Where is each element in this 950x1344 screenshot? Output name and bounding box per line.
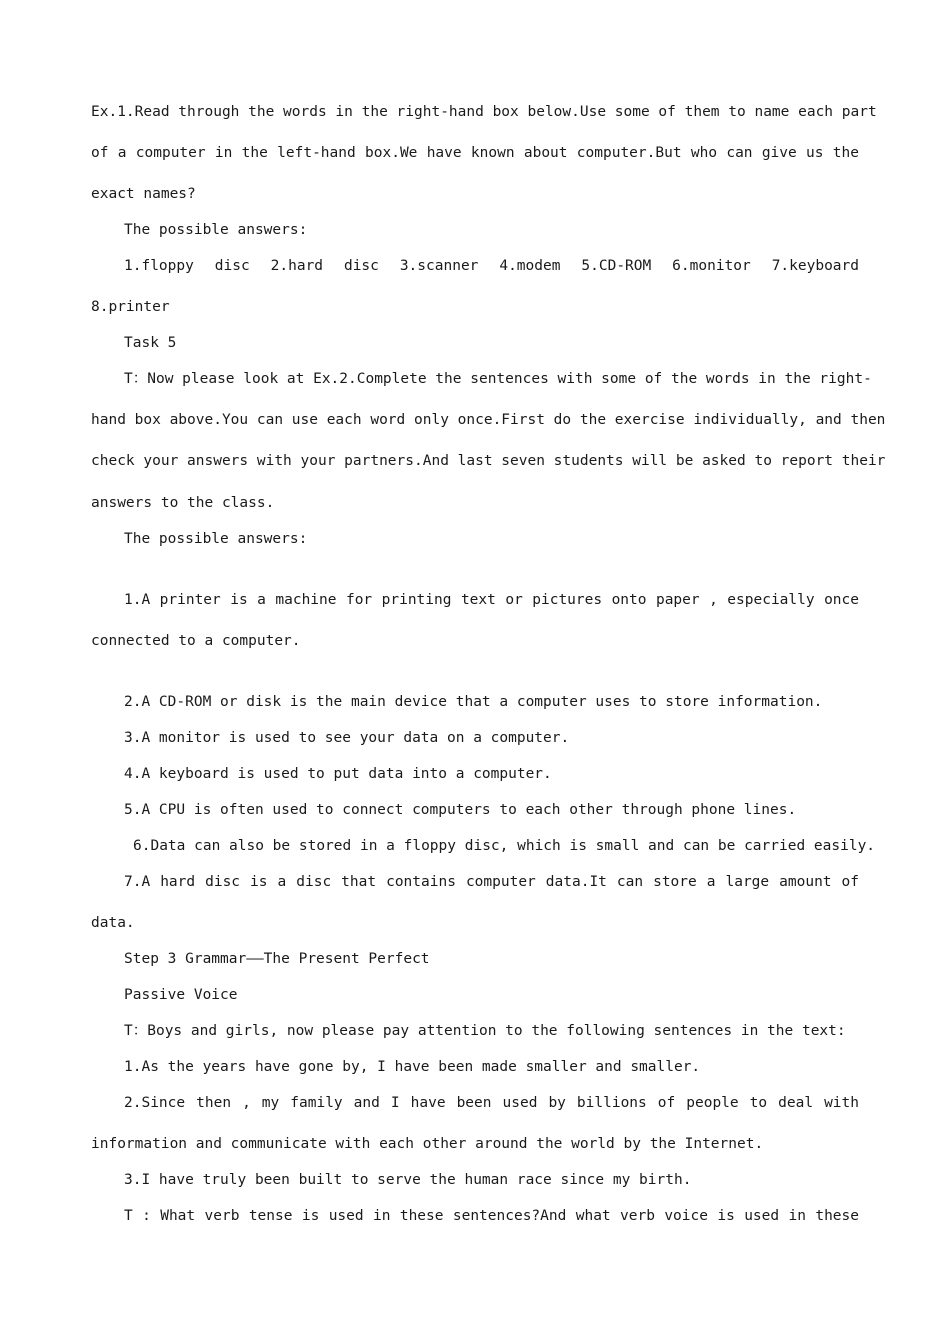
text-line: exact names? bbox=[91, 186, 196, 202]
text-line: 6.Data can also be stored in a floppy disc, which is small and can be carried easily. bbox=[133, 838, 876, 854]
text-line: Ex.1.Read through the words in the right-hand box below.Use some of them to name each part bbox=[91, 104, 877, 120]
text-line: 2.Since then , my family and I have been used by billions of people to deal with bbox=[124, 1095, 859, 1111]
text-line: T : What verb tense is used in these sentences?And what verb voice is used in these bbox=[124, 1208, 859, 1224]
text-line: check your answers with your partners.And last seven students will be asked to report their bbox=[91, 453, 886, 469]
text-line: answers to the class. bbox=[91, 495, 275, 511]
text-line: 1.As the years have gone by, I have been made smaller and smaller. bbox=[124, 1059, 701, 1075]
text-line: hand box above.You can use each word only once.First do the exercise individually, and then bbox=[91, 412, 886, 428]
text-line: 3.A monitor is used to see your data on a computer. bbox=[124, 730, 570, 746]
text-line: The possible answers: bbox=[124, 222, 308, 238]
text-line: data. bbox=[91, 915, 135, 931]
text-line: T：Now please look at Ex.2.Complete the sentences with some of the words in the right- bbox=[124, 371, 872, 387]
text-line: 2.A CD-ROM or disk is the main device that a computer uses to store information. bbox=[124, 694, 823, 710]
text-line: 7.A hard disc is a disc that contains computer data.It can store a large amount of bbox=[124, 874, 859, 890]
text-line: 1.floppy disc 2.hard disc 3.scanner 4.modem 5.CD-ROM 6.monitor 7.keyboard bbox=[124, 258, 859, 274]
text-line: 4.A keyboard is used to put data into a computer. bbox=[124, 766, 552, 782]
text-line: Task 5 bbox=[124, 335, 177, 351]
text-line: Step 3 Grammar——The Present Perfect bbox=[124, 951, 430, 967]
text-line: Passive Voice bbox=[124, 987, 238, 1003]
text-line: of a computer in the left-hand box.We have known about computer.But who can give us the bbox=[91, 145, 859, 161]
text-line: information and communicate with each other around the world by the Internet. bbox=[91, 1136, 764, 1152]
text-line: 3.I have truly been built to serve the human race since my birth. bbox=[124, 1172, 692, 1188]
text-line: T：Boys and girls, now please pay attention to the following sentences in the text: bbox=[124, 1023, 846, 1039]
text-line: 1.A printer is a machine for printing text or pictures onto paper , especially once bbox=[124, 592, 859, 608]
text-line: 5.A CPU is often used to connect computers to each other through phone lines. bbox=[124, 802, 797, 818]
text-line: connected to a computer. bbox=[91, 633, 301, 649]
text-line: The possible answers: bbox=[124, 531, 308, 547]
text-line: 8.printer bbox=[91, 299, 170, 315]
